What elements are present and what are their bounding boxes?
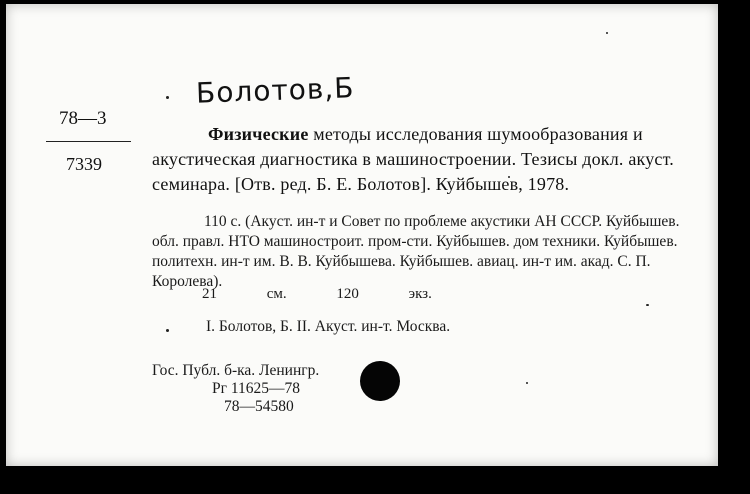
dust-speck bbox=[166, 329, 169, 332]
handwritten-author: Болотов,Б bbox=[195, 71, 355, 110]
call-number-bottom: 7339 bbox=[66, 154, 102, 174]
tracing: I. Болотов, Б. II. Акуст. ин-т. Москва. bbox=[206, 318, 451, 335]
dust-speck bbox=[646, 304, 649, 306]
description: 110 с. (Акуст. ин-т и Совет по проблеме акустики АН СССР. Куйбышев. обл. правл. НТО машиностроит. пром-сти. Куйбышев. дом техники. Куйбышев. политехн. ин-т им. В. В. Куйбышева. Куйбышев. авиац. ин-т им. акад. С. П. Королева). bbox=[152, 213, 680, 290]
catalog-card bbox=[6, 4, 718, 466]
library-line: 78—54580 bbox=[224, 398, 294, 415]
dust-speck bbox=[606, 32, 608, 34]
physical-description: 21 см. 120 экз. bbox=[202, 286, 432, 302]
library-stamp-text bbox=[152, 362, 319, 416]
ink-blot bbox=[360, 361, 400, 401]
title-statement bbox=[152, 122, 710, 197]
title-rest: методы исследования шумообразования и акустическая диагностика в машиностроении. Тезисы докл. акуст. семинара. [Отв. ред. Б. Е. Болотов]. Куйбышев, 1978. bbox=[152, 124, 675, 194]
title-first-word: Физические bbox=[208, 124, 309, 144]
call-number-top: 78—3 bbox=[59, 108, 107, 129]
library-line: Гос. Публ. б-ка. Ленингр. bbox=[152, 362, 320, 379]
call-number-divider bbox=[46, 141, 131, 142]
dust-speck bbox=[526, 382, 528, 384]
library-line: Рг 11625—78 bbox=[212, 380, 301, 397]
dust-speck bbox=[166, 96, 169, 99]
